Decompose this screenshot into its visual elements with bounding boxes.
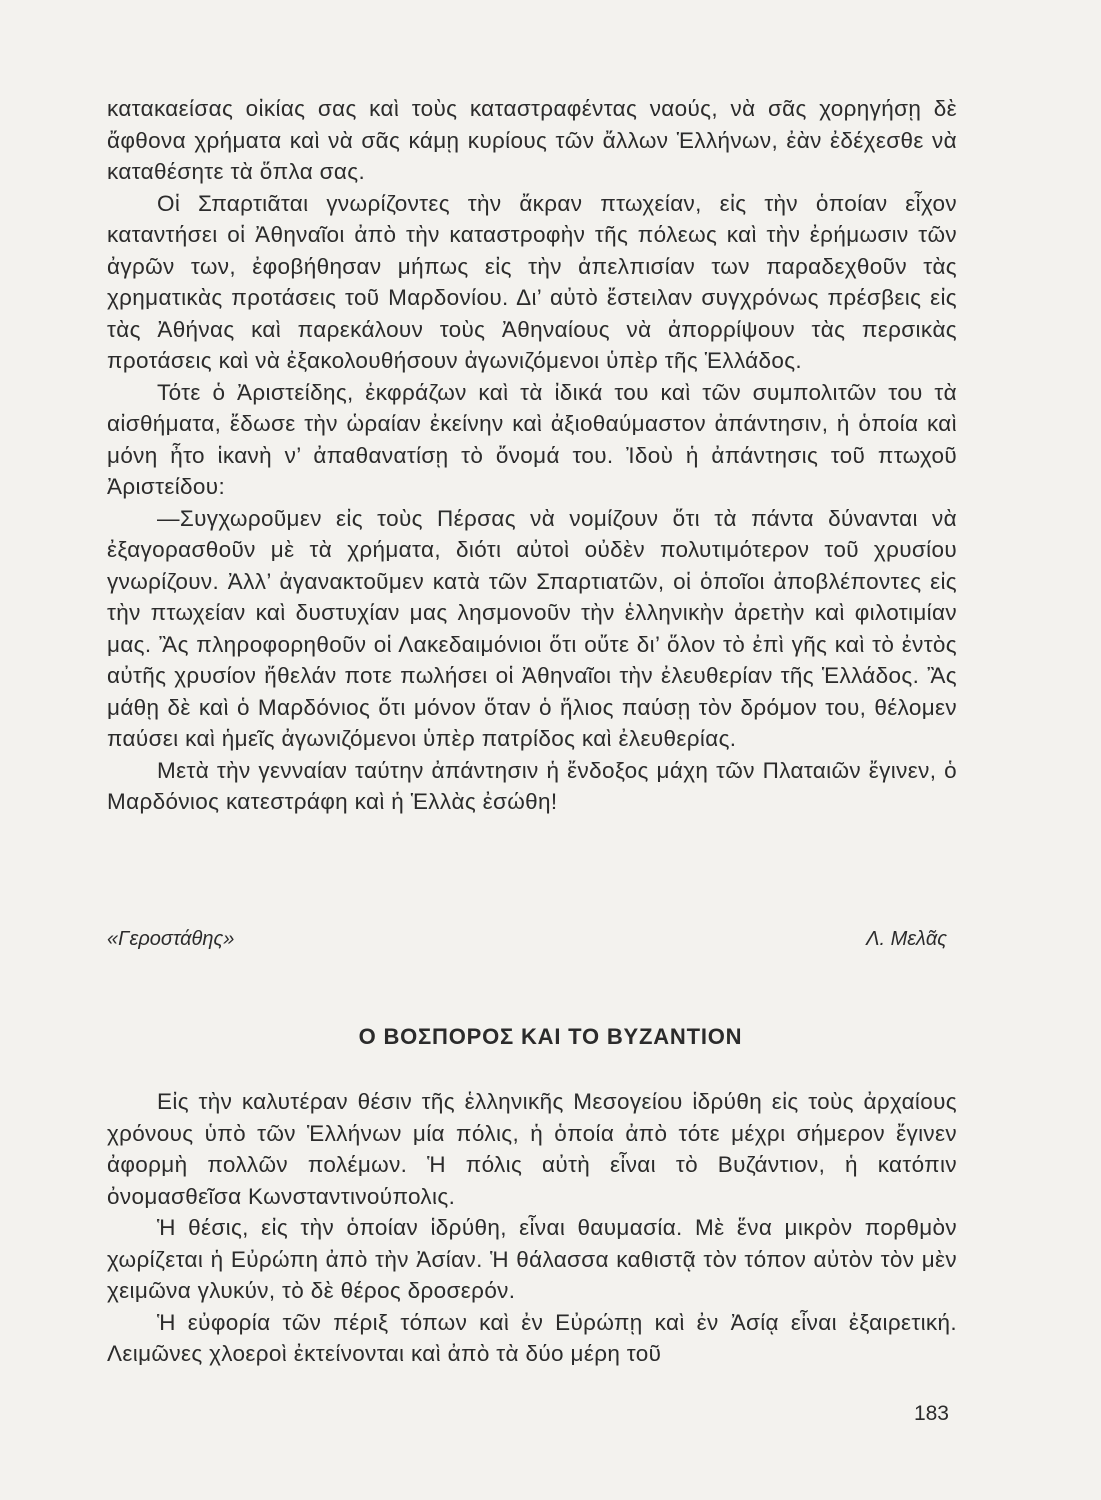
paragraph: Τότε ὁ Ἀριστείδης, ἐκφράζων καὶ τὰ ἰδικά του καὶ τῶν συμπολιτῶν του τὰ αἰσθήματα, ἔδωσε τὴν ὡραίαν ἐκείνην καὶ ἀξιοθαύμαστον ἀπάντησιν, ἡ ὁποία καὶ μόνη ἦτο ἱκανὴ ν’ ἀπαθανατίσῃ τὸ ὄνομά του. Ἰδοὺ ἡ ἀπάντησις τοῦ πτωχοῦ Ἀριστείδου: (107, 379, 957, 499)
paragraph: Οἱ Σπαρτιᾶται γνωρίζοντες τὴν ἄκραν πτωχείαν, εἰς τὴν ὁποίαν εἶχον καταντήσει οἱ Ἀθηναῖοι ἀπὸ τὴν καταστροφὴν τῆς πόλεως καὶ τὴν ἐρήμωσιν τῶν ἀγρῶν των, ἐφοβήθησαν μήπως εἰς τὴν ἀπελπισίαν των παραδεχθοῦν τὰς χρηματικὰς προτάσεις τοῦ Μαρδονίου. Δι’ αὐτὸ ἔστειλαν συγχρόνως πρέσβεις εἰς τὰς Ἀθήνας καὶ παρεκάλουν τοὺς Ἀθηναίους νὰ ἀπορρίψουν τὰς περσικὰς προτάσεις καὶ νὰ ἐξακολουθήσουν ἀγωνιζόμενοι ὑπὲρ τῆς Ἑλλάδος. (107, 190, 957, 373)
source-title: «Γεροστάθης» (107, 928, 235, 950)
paragraph: Ἡ εὐφορία τῶν πέριξ τόπων καὶ ἐν Εὐρώπῃ καὶ ἐν Ἀσίᾳ εἶναι ἐξαιρετική. Λειμῶνες χλοεροὶ ἐκτείνονται καὶ ἀπὸ τὰ δύο μέρη τοῦ (107, 1309, 957, 1366)
paragraph: Εἰς τὴν καλυτέραν θέσιν τῆς ἑλληνικῆς Μεσογείου ἱδρύθη εἰς τοὺς ἀρχαίους χρόνους ὑπὸ τῶν Ἑλλήνων μία πόλις, ἡ ὁποία ἀπὸ τότε μέχρι σήμερον ἔγινεν ἀφορμὴ πολλῶν πολέμων. Ἡ πόλις αὐτὴ εἶναι τὸ Βυζάντιον, ἡ κατόπιν ὀνομασθεῖσα Κωνσταντινούπολις. (107, 1089, 957, 1209)
page-number: 183 (913, 1402, 949, 1425)
story-text (107, 93, 957, 818)
paragraph: κατακαείσας οἰκίας σας καὶ τοὺς καταστραφέντας ναούς, νὰ σᾶς χορηγήσῃ δὲ ἄφθονα χρήματα καὶ νὰ σᾶς κάμῃ κυρίους τῶν ἄλλων Ἑλλήνων, ἐὰν ἐδέχεσθε νὰ καταθέσητε τὰ ὅπλα σας. (107, 96, 957, 184)
quote-paragraph: —Συγχωροῦμεν εἰς τοὺς Πέρσας νὰ νομίζουν ὅτι τὰ πάντα δύνανται νὰ ἐξαγορασθοῦν μὲ τὰ χρήματα, διότι αὐτοὶ οὐδὲν πολυτιμότερον τοῦ χρυσίου γνωρίζουν. Ἀλλ’ ἀγανακτοῦμεν κατὰ τῶν Σπαρτιατῶν, οἱ ὁποῖοι ἀποβλέποντες εἰς τὴν πτωχείαν καὶ δυστυχίαν μας λησμονοῦν τὴν ἑλληνικὴν ἀρετὴν καὶ φιλοτιμίαν μας. Ἂς πληροφορηθοῦν οἱ Λακεδαιμόνιοι ὅτι οὔτε δι’ ὅλον τὸ ἐπὶ γῆς καὶ τὸ ἐντὸς αὐτῆς χρυσίον ἤθελάν ποτε πωλήσει οἱ Ἀθηναῖοι τὴν ἐλευθερίαν τῆς Ἑλλάδος. Ἂς μάθῃ δὲ καὶ ὁ Μαρδόνιος ὅτι μόνον ὅταν ὁ ἥλιος παύσῃ τὸν δρόμον του, θέλομεν παύσει καὶ ἡμεῖς ἀγωνιζόμενοι ὑπὲρ πατρίδος καὶ ἐλευθερίας. (107, 505, 957, 751)
paragraph: Μετὰ τὴν γενναίαν ταύτην ἀπάντησιν ἡ ἔνδοξος μάχη τῶν Πλαταιῶν ἔγινεν, ὁ Μαρδόνιος κατεστράφη καὶ ἡ Ἑλλὰς ἐσώθη! (107, 757, 957, 814)
section-text (107, 1086, 957, 1370)
section-heading: Ο ΒΟΣΠΟΡΟΣ ΚΑΙ ΤΟ ΒΥΖΑΝΤΙΟΝ (358, 1024, 743, 1049)
paragraph: Ἡ θέσις, εἰς τὴν ὁποίαν ἱδρύθη, εἶναι θαυμασία. Μὲ ἕνα μικρὸν πορθμὸν χωρίζεται ἡ Εὐρώπη ἀπὸ τὴν Ἀσίαν. Ἡ θάλασσα καθιστᾷ τὸν τόπον αὐτὸν τὸν μὲν χειμῶνα γλυκύν, τὸ δὲ θέρος δροσερόν. (107, 1215, 957, 1303)
author-name: Λ. Μελᾶς (866, 928, 947, 950)
